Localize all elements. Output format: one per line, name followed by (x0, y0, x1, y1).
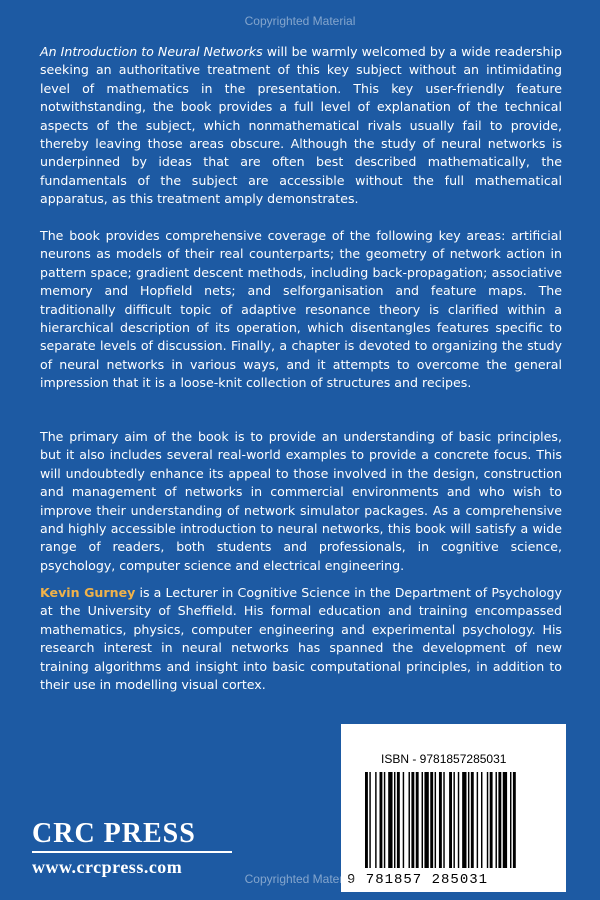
author-bio (40, 584, 562, 694)
paragraph-1-text: will be warmly welcomed by a wide readership seeking an authoritative treatment of this key subject without an intimidating level of mathematics in the presentation. This key user-friendly feature notwithstanding, the book provides a full level of explanation of the technical aspects of the subject, which nonmathematical rivals usually fail to provide, thereby leaving those areas obscure. Although the study of neural networks is underpinned by ideas that are often best described mathematically, the fundamentals of the subject are accessible without the full mathematical apparatus, as this treatment amply demonstrates. (40, 44, 562, 207)
barcode-digits: 9 781857 285031 (347, 872, 489, 888)
copyright-watermark-bottom: Copyrighted Material (244, 872, 356, 886)
author-bio-text: is a Lecturer in Cognitive Science in the Department of Psychology at the University of Sheffield. His formal education and training encompassed mathematics, physics, computer engineering and experimental psychology. His research interest in neural networks has spanned the development of new training algorithms and insight into basic computational principles, in addition to their use in modelling visual cortex. (40, 585, 562, 693)
publisher-logo-rule (32, 851, 232, 853)
isbn-label: ISBN - 9781857285031 (381, 752, 507, 766)
description-paragraph-3: The primary aim of the book is to provide an understanding of basic principles, but it also includes several real-world examples to provide a concrete focus. This will undoubtedly enhance its appeal to those involved in the design, construction and management of networks in commercial environments and who wish to improve their understanding of network simulator packages. As a comprehensive and highly accessible introduction to neural networks, this book will satisfy a wide range of readers, both students and professionals, in cognitive science, psychology, computer science and electrical engineering. (40, 429, 562, 573)
book-title-italic: An Introduction to Neural Networks (40, 44, 263, 59)
publisher-logo: CRC PRESS (32, 818, 196, 849)
barcode-icon (365, 772, 555, 868)
description-paragraph-1 (40, 43, 562, 209)
description-paragraph-2: The book provides comprehensive coverage of the following key areas: artificial neurons as models of their real counterparts; the geometry of network action in pattern space; gradient descent methods, including back-propagation; associative memory and Hopfield nets; and selforganisation and feature maps. The traditionally difficult topic of adaptive resonance theory is clarified within a hierarchical description of its operation, which disentangles features specific to separate levels of discussion. Finally, a chapter is devoted to organizing the study of neural networks in various ways, and it attempts to overcome the general impression that it is a loose-knit collection of structures and recipes. (40, 228, 562, 391)
barcode-panel (341, 724, 566, 892)
author-name: Kevin Gurney (40, 585, 136, 600)
publisher-url: www.crcpress.com (32, 857, 183, 877)
copyright-watermark-top: Copyrighted Material (244, 14, 356, 28)
